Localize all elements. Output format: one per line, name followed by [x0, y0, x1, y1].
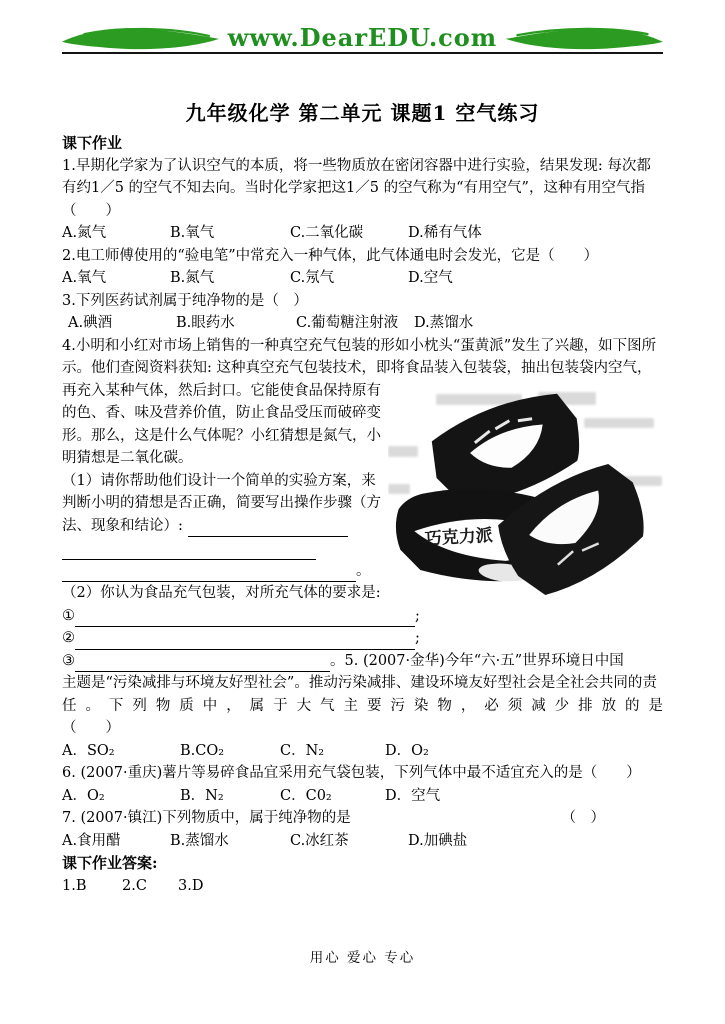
option-b: B．N₂	[180, 787, 224, 804]
blank-item-3-and-question-5-lead	[62, 650, 663, 673]
question-4-sub2: （2）你认为食品充气包装，对所充气体的要求是:	[62, 585, 381, 601]
option-d: D.稀有气体	[408, 225, 482, 241]
question-6-options	[62, 785, 663, 808]
answer-blank	[62, 566, 356, 582]
option-b: B.眼药水	[176, 315, 235, 331]
question-4-sub1	[62, 470, 386, 538]
answer-blank	[75, 611, 415, 627]
snack-packages-image	[388, 388, 664, 614]
question-1-options	[62, 222, 663, 245]
site-logo: www.DearEDU.com	[227, 23, 498, 52]
option-b: B.蒸馏水	[170, 832, 229, 849]
question-4-body: 再充入某种气体，然后封口。它能使食品保持原有的色、香、味及营养价值，防止食品受压而破碎变形。那么，这是什么气体呢？小红猜想是氮气，小明猜想是二氧化碳。	[62, 382, 381, 466]
answer-2: 2.C	[122, 877, 147, 894]
option-c: C.二氧化碳	[290, 225, 364, 241]
option-a: A.碘酒	[68, 315, 113, 331]
circled-3: ③	[62, 652, 75, 669]
worksheet-content	[62, 132, 663, 897]
option-a: A.氧气	[62, 270, 107, 286]
circled-1: ①	[62, 607, 75, 624]
question-7	[62, 807, 663, 830]
question-4-intro: 4.小明和小红对市场上销售的一种真空充气包装的形如小枕头“蛋黄派”发生了兴趣，如下图所示。他们查阅资料获知: 这种真空充气包装技术，即将食品装入包装袋，抽出包装袋内空气，	[62, 337, 657, 376]
question-5-options	[62, 740, 663, 763]
period: 。	[356, 562, 371, 579]
answers-heading: 课下作业答案:	[62, 854, 158, 872]
question-3: 3.下列医药试剂属于纯净物的是（ ）	[62, 292, 308, 309]
answers-row	[62, 875, 663, 898]
option-b: B.氮气	[170, 270, 215, 286]
question-1	[62, 155, 663, 223]
question-3-options	[62, 312, 663, 335]
page-title: 九年级化学 第二单元 课题1 空气练习	[185, 101, 540, 125]
option-a: A．O₂	[62, 787, 105, 804]
snack-packages-illustration	[388, 388, 664, 614]
option-b: B.氧气	[170, 225, 215, 241]
question-5-line2: 主题是“污染减排与环境友好型社会”。推动污染减排、建设环境友好型社会是全社会共同的责	[62, 675, 657, 691]
header-wave-left-icon	[62, 26, 220, 50]
option-c: C．N₂	[280, 742, 325, 759]
circled-2: ②	[62, 630, 75, 646]
package-label-text: 巧克力派	[424, 525, 494, 550]
blank-item-2	[62, 627, 663, 650]
option-c: C.冰红茶	[290, 832, 349, 849]
option-c: C．C0₂	[280, 787, 332, 804]
answer-blank	[62, 544, 316, 560]
option-d: D.蒸馏水	[414, 315, 474, 331]
option-c: C.葡萄糖注射液	[296, 315, 399, 331]
semicolon: ;	[415, 607, 420, 624]
option-d: D.空气	[408, 270, 453, 286]
option-a: A.食用醋	[62, 832, 121, 849]
question-2-options	[62, 267, 663, 290]
option-b: B.CO₂	[180, 742, 225, 759]
question-1-text: 1.早期化学家为了认识空气的本质，将一些物质放在密闭容器中进行实验，结果发现: 每次都有约1／5 的空气不知去向。当时化学家把这1／5 的空气称为“有用空气”，这种有用空气指	[62, 157, 651, 196]
answer-3: 3.D	[178, 877, 204, 894]
header-wave-right-icon	[505, 26, 663, 50]
question-2: 2.电工师傅使用的“验电笔”中常充入一种气体，此气体通电时会发光，它是（ ）	[62, 247, 599, 264]
question-7-options	[62, 830, 663, 853]
question-1-answer-paren: （ ）	[62, 202, 120, 219]
option-c: C.氖气	[290, 270, 335, 286]
question-7-answer-paren: （ ）	[561, 810, 605, 826]
option-d: D．空气	[385, 787, 441, 804]
option-d: D．O₂	[385, 742, 429, 759]
question-5-line3: 任。下列物质中，属于大气主要污染物，必须减少排放的是	[62, 697, 663, 714]
page-header	[62, 24, 663, 54]
page-footer: 用心 爱心 专心	[309, 950, 416, 966]
answer-blank	[188, 521, 348, 537]
question-5-lead: 。5. (2007·金华)今年“六·五”世界环境日中国	[330, 652, 624, 669]
answer-blank	[75, 634, 415, 650]
option-a: A.氮气	[62, 225, 107, 241]
question-7-text: 7. (2007·镇江)下列物质中，属于纯净物的是	[62, 810, 351, 826]
option-a: A．SO₂	[62, 742, 115, 759]
question-4-sub1-text: （1）请你帮助他们设计一个简单的实验方案，来判断小明的猜想是否正确，简要写出操作步骤（方法、现象和结论）:	[62, 472, 381, 534]
answer-blank	[75, 656, 330, 672]
semicolon: ;	[415, 630, 420, 646]
question-5-answer-paren: （ ）	[62, 720, 120, 736]
question-6: 6. (2007·重庆)薯片等易碎食品宜采用充气袋包装，下列气体中最不适宜充入的是（ ）	[62, 765, 641, 781]
section-heading: 课下作业	[62, 134, 123, 152]
answer-1: 1.B	[62, 877, 87, 894]
option-d: D.加碘盐	[408, 832, 468, 849]
